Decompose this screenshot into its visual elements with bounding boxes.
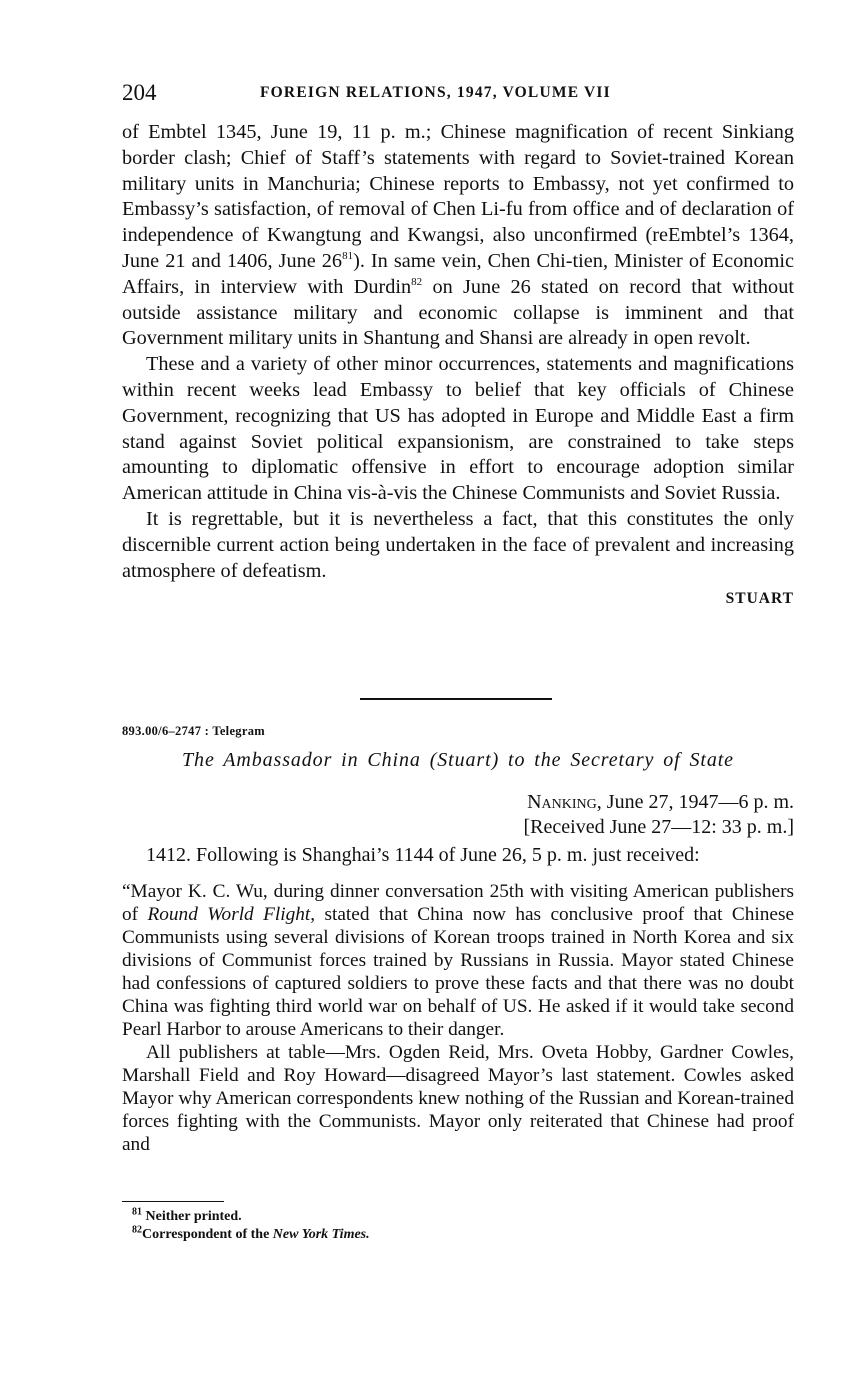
dateline <box>122 790 794 815</box>
continued-telegram-text <box>122 120 794 612</box>
section-divider <box>360 698 552 700</box>
telegram-document <box>122 724 794 1156</box>
running-title: FOREIGN RELATIONS, 1947, VOLUME VII <box>260 84 611 101</box>
quote-text: , stated that China now has conclusive proof that Chinese Communists using several divisions of Korean troops trained in North Korea and six divisions of Communist forces trained by Russians in Russia. Mayor stated Chinese had confessions of captured soldiers to prove these facts and that there was no doubt China was fighting third world war on behalf of US. He asked if it would take second Pearl Harbor to arouse Americans to their danger. <box>122 904 795 1040</box>
paragraph-continuation <box>122 120 794 352</box>
paragraph-text: of Embtel 1345, June 19, 11 p. m.; Chinese magnification of recent Sinkiang border clash; Chief of Staff’s statements with regard to Soviet-trained Korean military units in Manchuria; Chinese reports to Embassy, not yet confirmed to Embassy’s satisfaction, of removal of Chen Li-fu from office and of declaration of independence of Kwangtung and Kwangsi, also unconfirmed (reEmbtel’s 1364, June 21 and 1406, June 26 <box>122 121 794 272</box>
footnote-ref-82: 82 <box>411 276 423 289</box>
received-line: [Received June 27—12: 33 p. m.] <box>523 816 794 838</box>
paragraph-text: on June 26 stated on record that without outside assistance military and economic collapse is imminent and that Government military units in Shantung and Shansi are already in open revolt. <box>122 275 794 350</box>
footnote-number: 82 <box>132 1224 142 1236</box>
footnote-81 <box>132 1208 370 1226</box>
footnote-number: 81 <box>132 1206 142 1218</box>
newspaper-title: New York Times. <box>272 1227 370 1242</box>
quote-paragraph <box>122 880 794 1041</box>
paragraph: These and a variety of other minor occurrences, statements and magnifications within recent weeks lead Embassy to belief that key officials of Chinese Government, recognizing that US has adopted in Europe and Middle East a firm stand against Soviet political expansionism, are constrained to take steps amounting to diplomatic offensive in effort to encourage adoption similar American attitude in China vis-à-vis the Chinese Communists and Soviet Russia. <box>122 353 794 505</box>
footnote-ref-81: 81 <box>342 250 354 263</box>
page-header <box>122 80 794 106</box>
page-number: 204 <box>122 80 157 105</box>
telegram-paragraph: 1412. Following is Shanghai’s 1144 of June 26, 5 p. m. just received: <box>146 844 700 866</box>
dateline-date: , June 27, 1947—6 p. m. <box>596 791 794 813</box>
paragraph-text: ). In same vein, Chen Chi-tien, Minister of Economic Affairs, in interview with Durdin <box>122 249 794 298</box>
footnote-text: Correspondent of the <box>142 1227 273 1242</box>
dateline-place: Nanking <box>527 791 597 813</box>
quoted-telegram <box>122 880 794 1156</box>
publication-title: Round World Flight <box>147 904 311 925</box>
footnote-82 <box>132 1226 370 1244</box>
footnotes <box>132 1208 370 1244</box>
quote-text: “Mayor K. C. Wu, during dinner conversation 25th with visiting American publishers of <box>122 881 794 925</box>
file-reference: 893.00/6–2747 : Telegram <box>122 724 265 738</box>
quote-paragraph: All publishers at table—Mrs. Ogden Reid, Mrs. Oveta Hobby, Gardner Cowles, Marshall Field and Roy Howard—disagreed Mayor’s last statement. Cowles asked Mayor why American correspondents knew nothing of the Russian and Korean-trained forces fighting with the Communists. Mayor only reiterated that Chinese had proof and <box>122 1042 794 1155</box>
signature: STUART <box>725 590 794 608</box>
paragraph: It is regrettable, but it is nevertheless a fact, that this constitutes the only discernible current action being undertaken in the face of prevalent and increasing atmosphere of defeatism. <box>122 507 794 582</box>
footnote-text: Neither printed. <box>142 1209 242 1224</box>
document-title: The Ambassador in China (Stuart) to the Secretary of State <box>182 749 734 771</box>
footnote-divider <box>122 1201 224 1202</box>
